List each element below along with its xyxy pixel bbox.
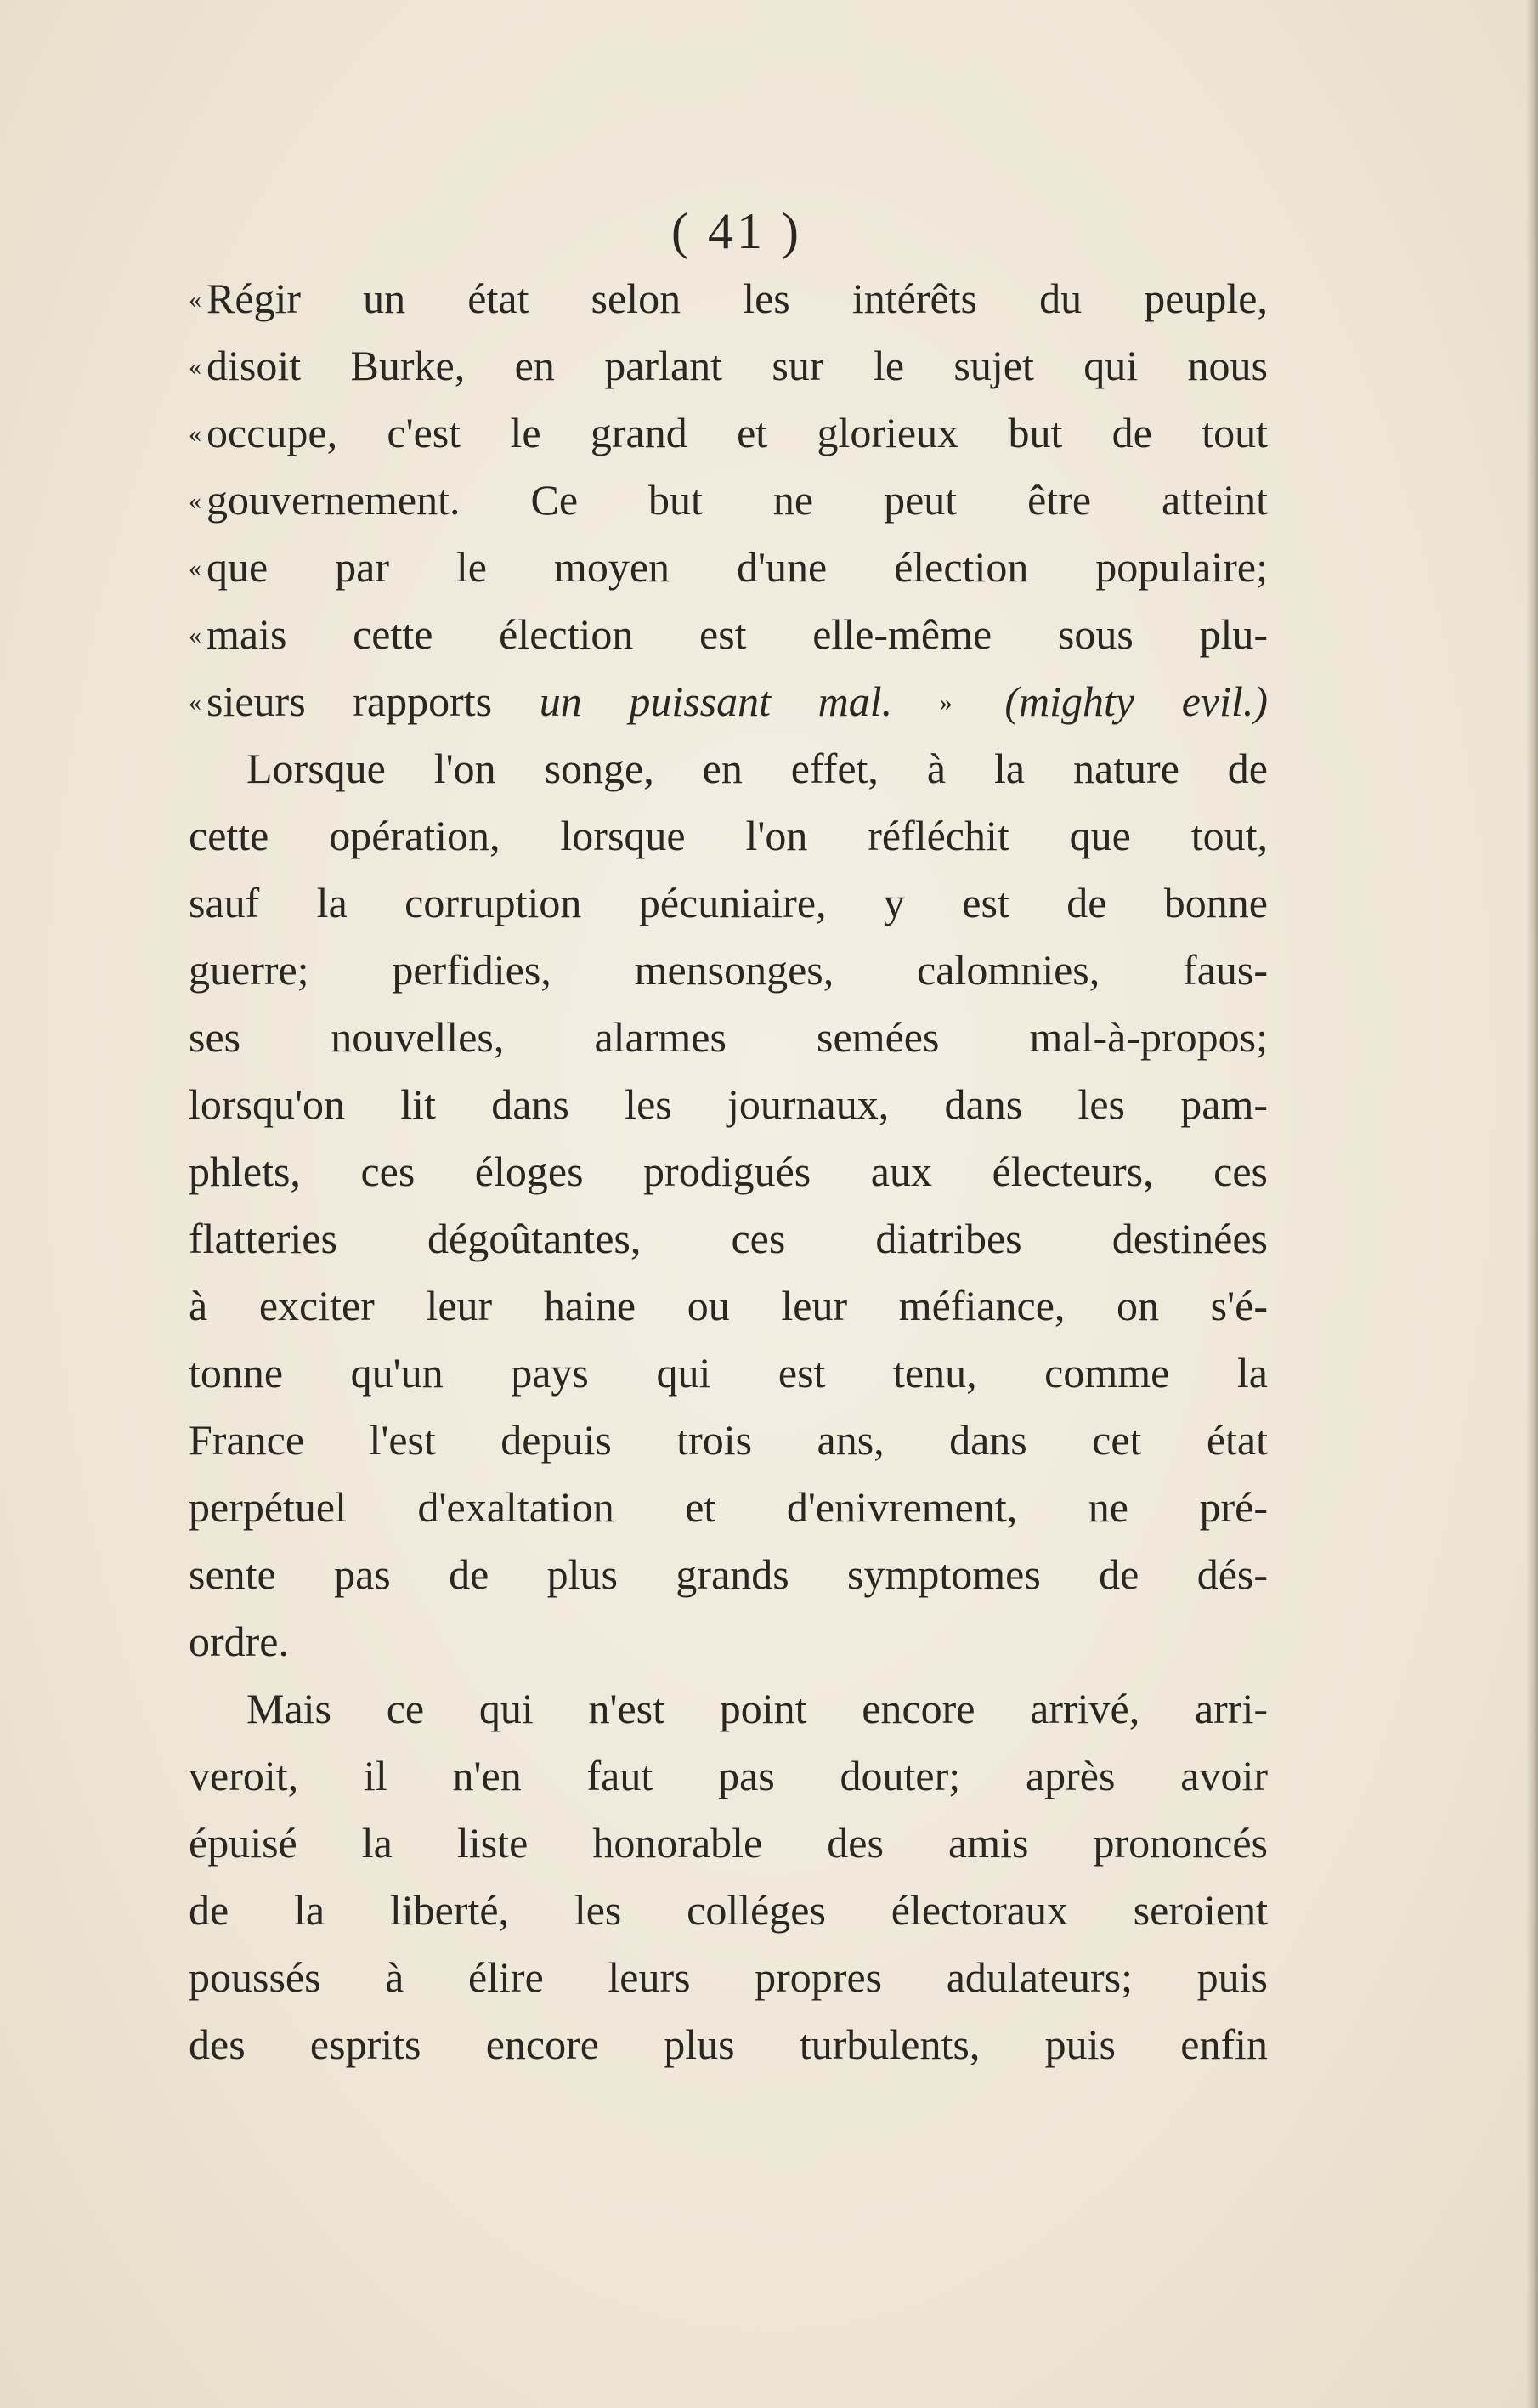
line-text: Régir un état selon les intérêts du peuple, bbox=[206, 275, 1268, 322]
text-line: des esprits encore plus turbulents, puis enfin bbox=[189, 2020, 1268, 2068]
text-line: veroit, il n'en faut pas douter; après avoir bbox=[189, 1752, 1268, 1799]
text-line bbox=[189, 265, 1268, 332]
opening-quote-mark: « bbox=[189, 353, 201, 381]
line-text: occupe, c'est le grand et glorieux but de tout bbox=[206, 409, 1268, 456]
line-text: sieurs rapports bbox=[206, 677, 493, 725]
text-line bbox=[189, 332, 1268, 399]
text-line: tonne qu'un pays qui est tenu, comme la bbox=[189, 1349, 1268, 1397]
page-edge-shadow bbox=[1526, 0, 1538, 2408]
opening-quote-mark: « bbox=[189, 621, 201, 649]
text-line bbox=[189, 668, 1268, 735]
text-line: flatteries dégoûtantes, ces diatribes destinées bbox=[189, 1215, 1268, 1262]
text-line: France l'est depuis trois ans, dans cet état bbox=[189, 1416, 1268, 1464]
line-text: mais cette élection est elle-même sous plu- bbox=[206, 610, 1268, 658]
text-line: ses nouvelles, alarmes semées mal-à-propos; bbox=[189, 1013, 1268, 1061]
paragraph-start-line: Lorsque l'on songe, en effet, à la nature de bbox=[246, 745, 1268, 792]
page-number: ( 41 ) bbox=[671, 203, 802, 259]
text-line: à exciter leur haine ou leur méfiance, on s'é- bbox=[189, 1282, 1268, 1329]
opening-quote-mark: « bbox=[189, 286, 201, 314]
paragraph-start-line: Mais ce qui n'est point encore arrivé, arri- bbox=[246, 1685, 1268, 1732]
text-line: guerre; perfidies, mensonges, calomnies, faus- bbox=[189, 946, 1268, 994]
line-text: que par le moyen d'une élection populaire; bbox=[206, 543, 1268, 591]
text-line: de la liberté, les colléges électoraux seroient bbox=[189, 1886, 1268, 1934]
text-line: cette opération, lorsque l'on réfléchit que tout, bbox=[189, 812, 1268, 859]
italic-phrase: un puissant mal. bbox=[539, 677, 893, 725]
line-text: gouvernement. Ce but ne peut être atteint bbox=[206, 476, 1268, 524]
closing-quote-mark: » bbox=[939, 688, 953, 717]
opening-quote-mark: « bbox=[189, 688, 201, 717]
english-gloss: (mighty evil.) bbox=[1004, 677, 1269, 725]
text-line bbox=[189, 467, 1268, 534]
text-line: sente pas de plus grands symptomes de dés- bbox=[189, 1550, 1268, 1598]
text-block bbox=[189, 197, 1268, 2078]
text-line: lorsqu'on lit dans les journaux, dans les pam- bbox=[189, 1080, 1268, 1128]
text-line: poussés à élire leurs propres adulateurs; puis bbox=[189, 1953, 1268, 2001]
paragraph-end-line: ordre. bbox=[189, 1618, 289, 1665]
text-line: sauf la corruption pécuniaire, y est de bonne bbox=[189, 879, 1268, 926]
text-line bbox=[189, 534, 1268, 601]
line-text: disoit Burke, en parlant sur le sujet qui nous bbox=[206, 342, 1268, 389]
text-line bbox=[189, 601, 1268, 668]
opening-quote-mark: « bbox=[189, 554, 201, 582]
opening-quote-mark: « bbox=[189, 487, 201, 515]
opening-quote-mark: « bbox=[189, 420, 201, 448]
text-line: perpétuel d'exaltation et d'enivrement, ne pré- bbox=[189, 1483, 1268, 1531]
text-line: phlets, ces éloges prodigués aux électeurs, ces bbox=[189, 1147, 1268, 1195]
text-line: épuisé la liste honorable des amis prononcés bbox=[189, 1819, 1268, 1867]
text-line bbox=[189, 399, 1268, 467]
